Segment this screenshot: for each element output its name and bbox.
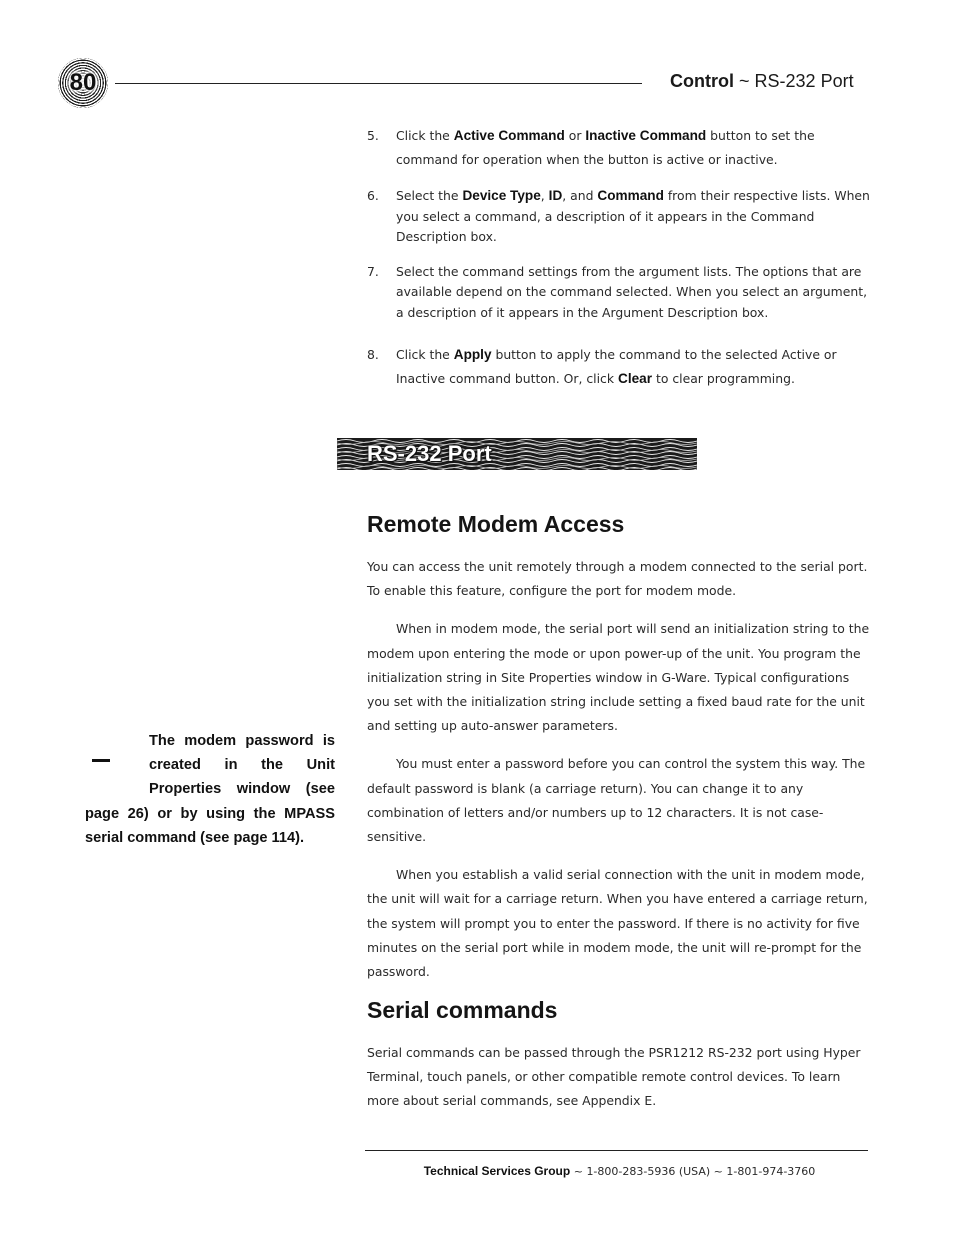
footer-phone-usa: 1-800-283-5936 (USA) [586,1165,711,1178]
step-text: Select the command settings from the argument lists. The options that are available depend on the command selected. When you select an argument, a description of it appears in the Argument Description box. [396,263,868,320]
footer-rule [365,1150,868,1151]
steps-list [367,124,872,405]
footer-separator: ~ [570,1165,587,1178]
footer [367,1164,872,1178]
step-number: 6. [367,188,379,203]
step-5 [367,124,872,172]
heading-remote-modem-access: Remote Modem Access [367,511,625,537]
step-text: Click the Apply button to apply the command to the selected Active or Inactive command button. Or, click Clear to clear programming. [396,347,837,386]
sidebar-note: The modem password is created in the Unit Properties window (see page 26) or by using the MPASS serial command (see page 114). [85,733,335,846]
ui-term-command: Command [597,188,664,203]
step-number: 8. [367,347,379,362]
step-7 [367,262,872,324]
paragraph: When you establish a valid serial connection with the unit in modem mode, the unit will wait for a carriage return. When you have entered a carriage return, the system will prompt you to enter the password. If there is no activity for five minutes on the serial port while in modem mode, the unit will re-prompt for the password. [367,867,868,980]
header-separator: ~ [739,71,750,91]
ui-term-active-command: Active Command [453,128,565,143]
paragraph: When in modem mode, the serial port will send an initialization string to the modem upon entering the mode or upon power-up of the unit. You program the initialization string in Site Properties window in G-Ware. Typical configurations you set with the initialization string include setting a fixed baud rate for the unit and setting up auto-answer parameters. [367,621,870,734]
footer-separator: ~ [710,1165,727,1178]
serial-commands-body [367,1041,872,1128]
header-subsection: RS-232 Port [754,71,854,91]
ui-term-inactive-command: Inactive Command [585,128,707,143]
paragraph: You can access the unit remotely through a modem connected to the serial port. To enable this feature, configure the port for modem mode. [367,559,868,599]
ui-term-id: ID [548,188,563,203]
step-text: Click the Active Command or Inactive Command button to set the command for operation when the button is active or inactive. [396,128,815,167]
remote-modem-body [367,555,872,998]
footer-org: Technical Services Group [423,1164,571,1178]
ui-term-device-type: Device Type [462,188,541,203]
ui-term-clear: Clear [618,371,653,386]
paragraph: Serial commands can be passed through the PSR1212 RS-232 port using Hyper Terminal, touch panels, or other compatible remote control devices. To learn more about serial commands, see Appendix E. [367,1045,861,1109]
header-section: Control [670,71,734,91]
step-number: 7. [367,263,379,279]
ui-term-apply: Apply [453,347,492,362]
running-header [670,71,854,92]
step-8 [367,343,872,391]
header-rule [115,83,642,84]
section-title: RS-232 Port [367,441,492,466]
heading-serial-commands: Serial commands [367,997,558,1023]
page-number: 80 [69,69,97,96]
step-6 [367,186,872,248]
paragraph: You must enter a password before you can control the system this way. The default password is blank (a carriage return). You can change it to any combination of letters and/or numbers up to 12 characters. It is not case-sensitive. [367,756,866,845]
step-text: Select the Device Type, ID, and Command from their respective lists. When you select a command, a description of it appears in the Command Description box. [396,188,870,244]
section-banner [337,438,697,470]
step-number: 5. [367,128,379,143]
footer-phone-intl: 1-801-974-3760 [726,1165,816,1178]
